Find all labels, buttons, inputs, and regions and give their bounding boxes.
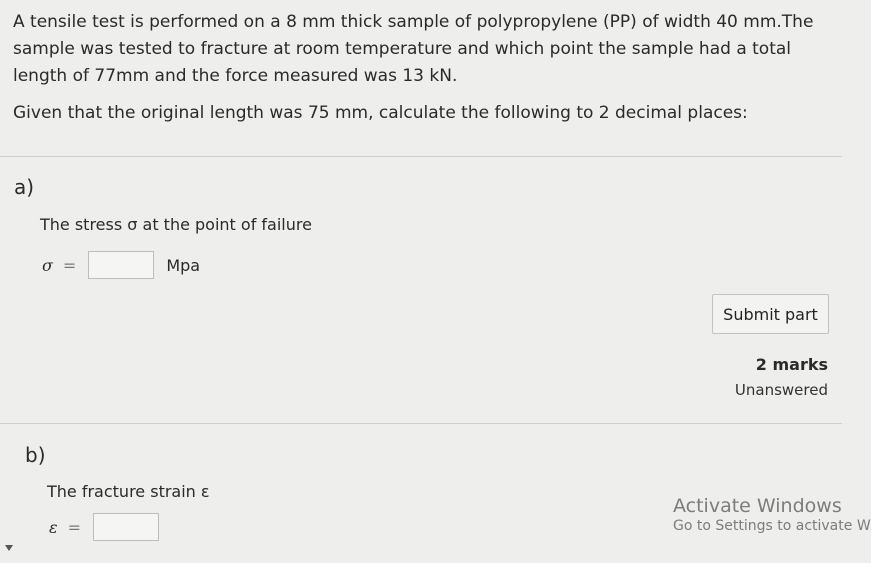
question-intro: A tensile test is performed on a 8 mm thick sample of polypropylene (PP) of width 40 mm.The sample was tested to fracture at room temperature and which point the sample had a total length of 77mm and the force measured was 13 kN. (13, 12, 814, 86)
activate-windows-subtitle: Go to Settings to activate W (673, 518, 871, 534)
divider-middle (0, 423, 842, 424)
activate-windows-title: Activate Windows (673, 495, 842, 517)
part-b-prompt: The fracture strain ε (47, 482, 210, 501)
submit-part-button[interactable]: Submit part (712, 294, 829, 334)
sigma-symbol: σ (42, 255, 53, 275)
equals-sign: = (67, 517, 81, 537)
marks-label: 2 marks (755, 355, 828, 374)
part-a-label: a) (14, 175, 35, 199)
equals-sign: = (62, 255, 77, 275)
part-b-answer-row (49, 513, 159, 541)
part-b-label: b) (25, 443, 46, 467)
divider-top (0, 156, 842, 157)
strain-input[interactable] (93, 513, 159, 541)
part-a-prompt: The stress σ at the point of failure (40, 215, 312, 234)
question-given: Given that the original length was 75 mm, calculate the following to 2 decimal places: (13, 103, 748, 123)
scroll-down-icon[interactable] (5, 545, 13, 551)
epsilon-symbol: ε (49, 517, 58, 537)
stress-unit: Mpa (166, 255, 201, 275)
stress-input[interactable] (88, 251, 154, 279)
status-label: Unanswered (734, 381, 828, 399)
part-a-answer-row (42, 251, 200, 279)
